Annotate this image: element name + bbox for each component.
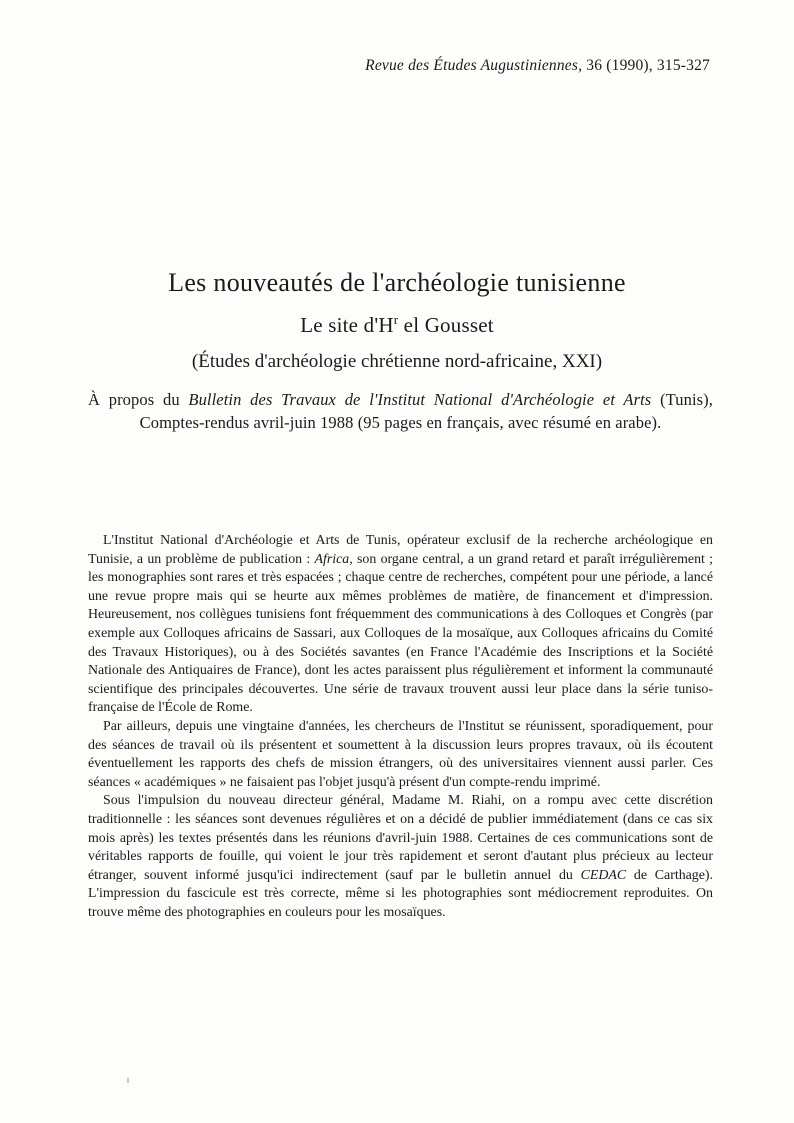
article-body: [88, 532, 713, 922]
article-title: Les nouveautés de l'archéologie tunisienne: [168, 268, 626, 297]
body-paragraph-2: Par ailleurs, depuis une vingtaine d'années, les chercheurs de l'Institut se réunissent, sporadiquement, pour des séances de travail où ils présentent et soumettent à la discussion leurs propres travaux, où ils écoutent éventuellement les rapports des chefs de mission étrangers, où des universitaires viennent aussi parler. Ces séances « académiques » ne faisaient pas l'objet jusqu'à présent d'un compte-rendu imprimé.: [88, 718, 713, 790]
series-note: (Études d'archéologie chrétienne nord-africaine, XXI): [191, 351, 603, 372]
body-paragraph-1: L'Institut National d'Archéologie et Arts de Tunis, opérateur exclusif de la recherche archéologique en Tunisie, a un problème de publication : Africa, son organe central, a un grand retard et paraît irrégulièrement ; les monographies sont rares et très espacées ; chaque centre de recherches, compétent pour une période, a lancé une revue propre mais qui se heurte aux mêmes problèmes de matière, de financement et d'impression. Heureusement, nos collègues tunisiens font fréquemment des communications à des Colloques et Congrès (par exemple aux Colloques africains de Sassari, aux Colloques de la mosaïque, aux Colloques africains du Comité des Travaux Historiques), ou à des Sociétés savantes (en France l'Académie des Inscriptions et la Société Nationale des Antiquaires de France), dont les actes paraissent plus régulièrement et informent la communauté scientifique des principales découvertes. Une série de travaux trouvent aussi leur place dans la série tuniso-française de l'École de Rome.: [88, 533, 713, 716]
scan-artifact: [127, 1078, 129, 1083]
article-subtitle: Le site $d'H^r$ el Gousset: [300, 312, 494, 337]
apropos-abstract: À propos du Bulletin des Travaux de l'Institut National d'Archéologie et Arts (Tunis), Comptes-rendus avril-juin 1988 (95 pages en français, avec résumé en arabe).: [88, 390, 713, 432]
body-paragraph-3: Sous l'impulsion du nouveau directeur général, Madame M. Riahi, on a rompu avec cette discrétion traditionnelle : les séances sont devenues régulières et on a décidé de publier immédiatement (dans ce cas six mois après) les textes présentés dans les réunions d'avril-juin 1988. Certaines de ces communications sont de véritables rapports de fouille, qui voient le jour très rapidement et seront d'autant plus précieux au lecteur étranger, souvent informé jusqu'ici indirectement (sauf par le bulletin annuel du CEDAC de Carthage). L'impression du fascicule est très correcte, même si les photographies sont médiocrement reproduites. On trouve même des photographies en couleurs pour les mosaïques.: [88, 793, 714, 920]
journal-citation-header: Revue des Études Augustiniennes, 36 (1990), 315-327: [365, 57, 710, 74]
